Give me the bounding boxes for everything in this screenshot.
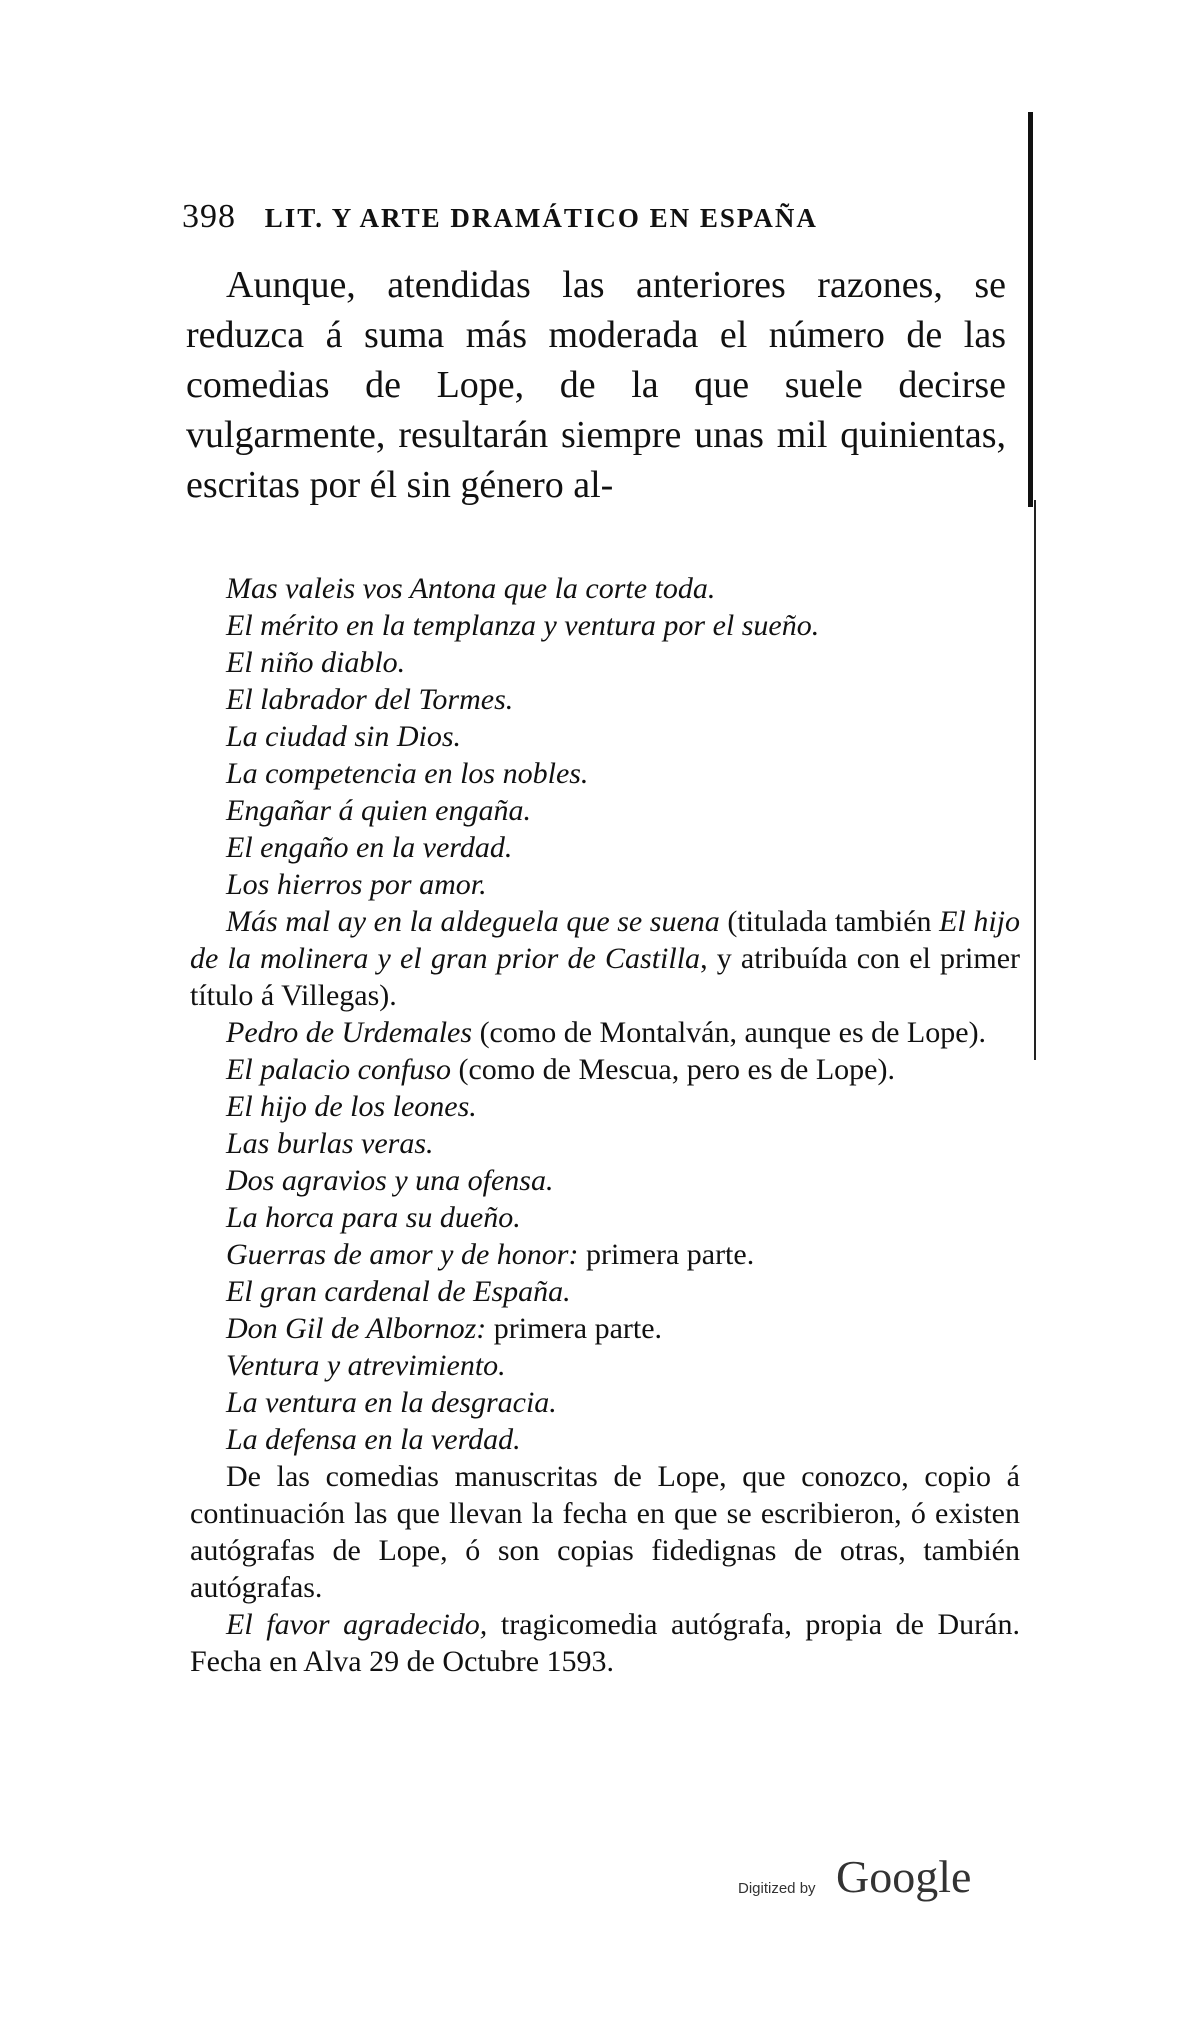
list-item	[190, 644, 1020, 681]
list-item	[190, 607, 1020, 644]
comedy-title: El palacio confuso	[226, 1053, 451, 1086]
list-item	[190, 681, 1020, 718]
comedy-title: Don Gil de Albornoz:	[226, 1312, 487, 1345]
comedy-title: La ciudad sin Dios.	[226, 720, 462, 753]
comedy-title: Más mal ay en la aldeguela que se suena	[226, 905, 720, 938]
comedy-title: El niño diablo.	[226, 646, 406, 679]
google-logo: Google	[836, 1851, 972, 1902]
list-item-palacio	[190, 1051, 1020, 1088]
comedy-title: Dos agravios y una ofensa.	[226, 1164, 554, 1197]
comedy-title: El gran cardenal de España.	[226, 1275, 571, 1308]
comedy-title: Engañar á quien engaña.	[226, 794, 531, 827]
comedy-title: Pedro de Urdemales	[226, 1016, 473, 1049]
list-item	[190, 1384, 1020, 1421]
comedy-title: El mérito en la templanza y ventura por el sueño.	[226, 609, 820, 642]
list-item	[190, 1162, 1020, 1199]
running-title: LIT. Y ARTE DRAMÁTICO EN ESPAÑA	[264, 203, 818, 233]
comedies-list	[190, 570, 1020, 1680]
list-item	[190, 1199, 1020, 1236]
list-item	[190, 1088, 1020, 1125]
manuscripts-paragraph: De las comedias manuscritas de Lope, que conozco, copio á continuación las que llevan la fecha en que se escribieron, ó existen autógrafas de Lope, ó son copias fidedignas de otras, también autógrafas.	[190, 1460, 1020, 1604]
comedy-note: , y atribuída con el primer título á Villegas).	[190, 942, 1021, 1012]
list-item	[190, 1347, 1020, 1384]
comedy-title: La horca para su dueño.	[226, 1201, 521, 1234]
page-number: 398	[182, 198, 236, 235]
list-item-urdemales	[190, 1014, 1020, 1051]
comedy-title: La ventura en la desgracia.	[226, 1386, 557, 1419]
comedy-note: (titulada también	[719, 905, 940, 938]
list-item	[190, 1273, 1020, 1310]
comedy-title: Los hierros por amor.	[226, 868, 487, 901]
comedy-title: El engaño en la verdad.	[226, 831, 513, 864]
comedy-title: Las burlas veras.	[226, 1127, 434, 1160]
comedy-title: Guerras de amor y de honor:	[226, 1238, 579, 1271]
comedy-title: La competencia en los nobles.	[226, 757, 589, 790]
list-item	[190, 792, 1020, 829]
list-item	[190, 755, 1020, 792]
scan-edge-line	[1034, 500, 1036, 1060]
comedy-note: (como de Mescua, pero es de Lope).	[450, 1053, 895, 1086]
comedy-title: El labrador del Tormes.	[226, 683, 514, 716]
list-item	[190, 1236, 1020, 1273]
list-item-favor	[190, 1606, 1020, 1680]
list-item	[190, 866, 1020, 903]
list-item	[190, 570, 1020, 607]
list-item	[190, 1310, 1020, 1347]
comedy-title: El hijo de los leones.	[226, 1090, 477, 1123]
comedy-note: (como de Montalván, aunque es de Lope).	[472, 1016, 987, 1049]
comedy-note: primera parte.	[486, 1312, 663, 1345]
scan-edge-shadow	[1028, 112, 1033, 507]
comedy-title: Ventura y atrevimiento.	[226, 1349, 506, 1382]
comedy-title: La defensa en la verdad.	[226, 1423, 521, 1456]
list-item	[190, 1421, 1020, 1458]
comedy-alt-title: El hijo de la molinera y el gran prior de Castilla	[190, 905, 1020, 975]
list-item-aldeguela	[190, 903, 1020, 1014]
digitized-label: Digitized by	[738, 1880, 816, 1897]
comedy-title: El favor agradecido,	[226, 1608, 488, 1641]
comedy-note: primera parte.	[578, 1238, 755, 1271]
list-item	[190, 1125, 1020, 1162]
list-item	[190, 829, 1020, 866]
running-header	[182, 198, 818, 236]
intro-paragraph: Aunque, atendidas las anteriores razones, se reduzca á suma más moderada el número de las comedias de Lope, de la que suele decirse vulgarmente, resultarán siempre unas mil quinientas, escritas por él sin género al-	[186, 264, 1006, 506]
list-item	[190, 718, 1020, 755]
comedy-title: Mas valeis vos Antona que la corte toda.	[226, 572, 716, 605]
comedy-note: tragicomedia autógrafa, propia de Durán. Fecha en Alva 29 de Octubre 1593.	[190, 1608, 1020, 1678]
